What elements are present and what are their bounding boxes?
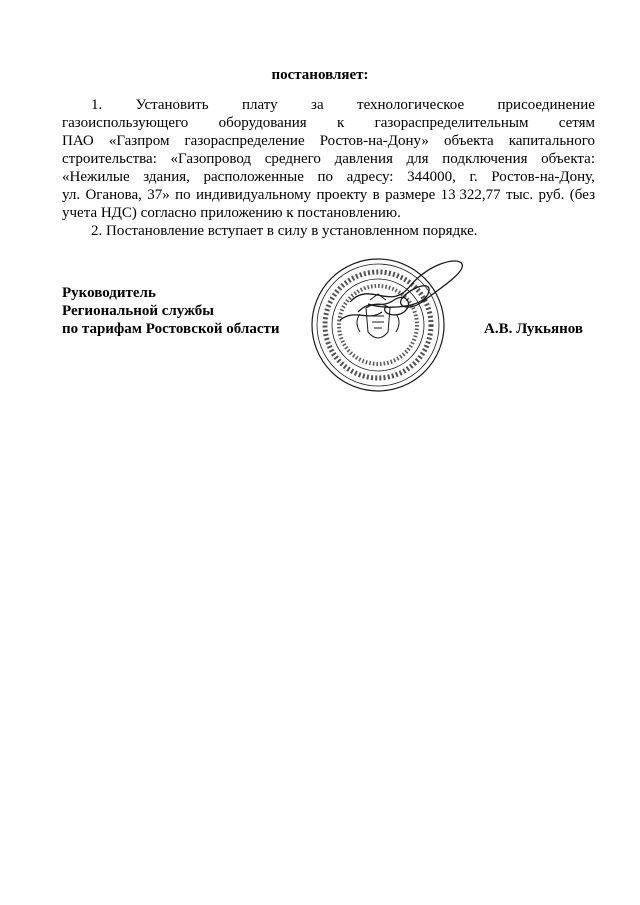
- word: для: [406, 151, 429, 167]
- official-seal-with-signature: [310, 250, 480, 400]
- word: «Газопровод: [170, 151, 252, 167]
- para1-line-5: [62, 168, 595, 186]
- word: тыс.: [506, 187, 534, 203]
- word: проекту: [316, 187, 368, 203]
- word: плату: [241, 97, 278, 113]
- word: 37»: [147, 187, 170, 203]
- word: газораспределительным: [374, 115, 529, 131]
- price-value: 13 322,77: [440, 187, 501, 203]
- word: по: [317, 169, 334, 185]
- word: адресу:: [346, 169, 394, 185]
- para1-line-1: [62, 96, 595, 114]
- word: Оганова,: [85, 187, 142, 203]
- word: объекта: [444, 133, 494, 149]
- word: Ростов-на-Дону»: [319, 133, 429, 149]
- word: 1.: [91, 97, 103, 113]
- word: 344000,: [407, 169, 456, 185]
- word: ул.: [62, 187, 81, 203]
- word: давления: [334, 151, 393, 167]
- word: к: [336, 115, 345, 131]
- word: газоиспользующего: [62, 115, 189, 131]
- word: (без: [569, 187, 595, 203]
- word: расположенные: [203, 169, 304, 185]
- word: газораспределение: [184, 133, 305, 149]
- para1-line-6: [62, 186, 595, 204]
- para1-line-3: [62, 132, 595, 150]
- word: сетям: [558, 115, 595, 131]
- word: «Нежилые: [62, 169, 130, 185]
- word: размере: [385, 187, 436, 203]
- word: за: [311, 97, 324, 113]
- seal-outer-ring-inner: [317, 264, 439, 386]
- signer-title-line-1: Руководитель: [62, 285, 156, 301]
- word: капитального: [508, 133, 595, 149]
- word: Установить: [135, 97, 209, 113]
- word: «Газпром: [108, 133, 170, 149]
- word: ПАО: [62, 133, 94, 149]
- word: руб.: [538, 187, 565, 203]
- word: в: [372, 187, 380, 203]
- signer-title-line-2: Региональной службы: [62, 303, 214, 319]
- word: индивидуальному: [196, 187, 312, 203]
- word: подключения: [442, 151, 528, 167]
- para2-text: 2. Постановление вступает в силу в установленном порядке.: [91, 223, 478, 239]
- para1-line-4: [62, 150, 595, 168]
- word: г.: [469, 169, 478, 185]
- word: технологическое: [357, 97, 465, 113]
- signer-name: А.В. Лукьянов: [484, 321, 583, 337]
- para1-line-2: [62, 114, 595, 132]
- word: строительства:: [62, 151, 157, 167]
- seal-inner-ring: [332, 279, 424, 371]
- word: здания,: [143, 169, 190, 185]
- word: присоединение: [497, 97, 595, 113]
- signer-title-line-3: по тарифам Ростовской области: [62, 321, 280, 337]
- word: оборудования: [218, 115, 307, 131]
- word: среднего: [264, 151, 321, 167]
- word: Ростов-на-Дону,: [491, 169, 595, 185]
- word: по: [175, 187, 191, 203]
- decree-heading: постановляет:: [271, 67, 369, 83]
- word: объекта:: [541, 151, 595, 167]
- para1-line-7: учета НДС) согласно приложению к постановлению.: [62, 205, 401, 221]
